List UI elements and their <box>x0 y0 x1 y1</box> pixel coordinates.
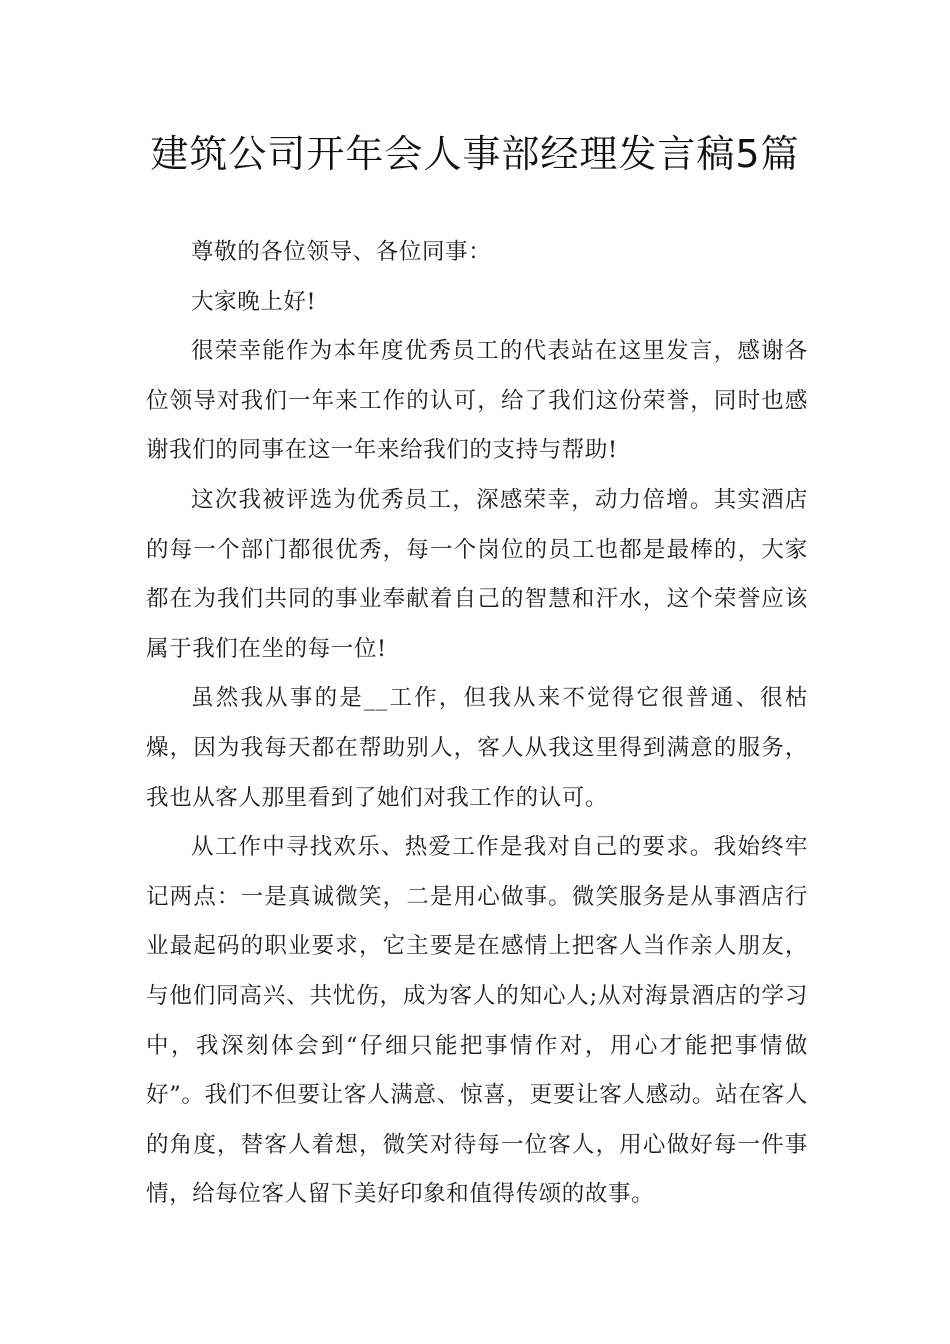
paragraph-work: 虽然我从事的是__工作，但我从来不觉得它很普通、很枯燥，因为我每天都在帮助别人，客人从我这里得到满意的服务，我也从客人那里看到了她们对我工作的认可。 <box>146 685 808 811</box>
paragraph-thanks: 很荣幸能作为本年度优秀员工的代表站在这里发言，感谢各位领导对我们一年来工作的认可，给了我们这份荣誉，同时也感谢我们的同事在这一年来给我们的支持与帮助! <box>146 338 808 464</box>
document-title: 建筑公司开年会人事部经理发言稿5篇 <box>150 132 800 176</box>
paragraph-honor: 这次我被评选为优秀员工，深感荣幸，动力倍增。其实酒店的每一个部门都很优秀，每一个岗位的员工也都是最棒的，大家都在为我们共同的事业奉献着自己的智慧和汗水，这个荣誉应该属于我们在坐的每一位! <box>146 486 808 662</box>
paragraph-salutation: 尊敬的各位领导、各位同事： <box>191 239 492 265</box>
paragraph-principles: 从工作中寻找欢乐、热爱工作是我对自己的要求。我始终牢记两点：一是真诚微笑，二是用心做事。微笑服务是从事酒店行业最起码的职业要求，它主要是在感情上把客人当作亲人朋友，与他们同高兴、共忧伤，成为客人的知心人;从对海景酒店的学习中，我深刻体会到“仔细只能把事情作对，用心才能把事情做好”。我们不但要让客人满意、惊喜，更要让客人感动。站在客人的角度，替客人着想，微笑对待每一位客人，用心做好每一件事情，给每位客人留下美好印象和值得传颂的故事。 <box>146 834 808 1208</box>
document-body <box>146 228 808 1220</box>
paragraph-greeting: 大家晚上好! <box>191 288 317 315</box>
